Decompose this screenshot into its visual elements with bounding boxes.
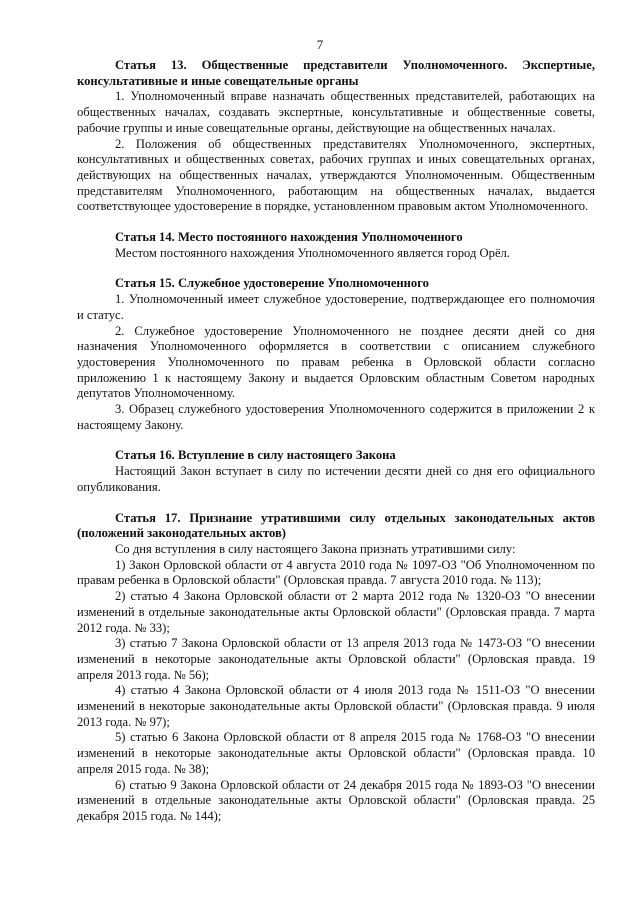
paragraph: 2) статью 4 Закона Орловской области от 2 марта 2012 года № 1320-ОЗ "О внесении изменений в отдельные законодательные акты Орловской области" (Орловская правда. 7 марта 2012 года. № 33); xyxy=(77,589,595,635)
article-heading: Статья 17. Признание утратившими силу отдельных законодательных актов (положений законодательных актов) xyxy=(77,510,595,541)
article-heading: Статья 13. Общественные представители Уполномоченного. Экспертные, консультативные и иные совещательные органы xyxy=(77,58,595,88)
article-heading: Статья 16. Вступление в силу настоящего Закона xyxy=(115,448,396,463)
paragraph: Местом постоянного нахождения Уполномоченного является город Орёл. xyxy=(115,245,510,260)
paragraph: 6) статью 9 Закона Орловской области от 24 декабря 2015 года № 1893-ОЗ "О внесении изменений в отдельные законодательные акты Орловской области" (Орловская правда. 25 декабря 2015 года. № 144); xyxy=(77,777,595,823)
document-body xyxy=(77,58,595,825)
paragraph: 1. Уполномоченный имеет служебное удостоверение, подтверждающее его полномочия и статус. xyxy=(77,292,595,322)
paragraph: 5) статью 6 Закона Орловской области от 8 апреля 2015 года № 1768-ОЗ "О внесении изменений в некоторые законодательные акты Орловской области" (Орловская правда. 10 апреля 2015 года. № 38); xyxy=(77,730,595,776)
paragraph: 3) статью 7 Закона Орловской области от 13 апреля 2013 года № 1473-ОЗ "О внесении изменений в некоторые законодательные акты Орловской области" (Орловская правда. 19 апреля 2013 года. № 56); xyxy=(77,636,595,682)
article-heading: Статья 15. Служебное удостоверение Уполномоченного xyxy=(115,276,429,291)
paragraph: 2. Служебное удостоверение Уполномоченного не позднее десяти дней со дня назначения Уполномоченного оформляется в соответствии с описанием служебного удостоверения Уполномоченного по правам ребенка в Орловской области согласно приложению 1 к настоящему Закону и выдается Орловским областным Советом народных депутатов Уполномоченному. xyxy=(77,323,595,401)
paragraph: Настоящий Закон вступает в силу по истечении десяти дней со дня его официального опубликования. xyxy=(77,464,595,494)
paragraph: 1. Уполномоченный вправе назначать общественных представителей, работающих на общественных началах, создавать экспертные, консультативные и общественные советы, рабочие группы и иные совещательные органы, действующие на общественных началах. xyxy=(77,89,595,135)
paragraph: 1) Закон Орловской области от 4 августа 2010 года № 1097-ОЗ "Об Уполномоченном по правам ребенка в Орловской области" (Орловская правда. 7 августа 2010 года. № 113); xyxy=(77,557,595,588)
paragraph: Со дня вступления в силу настоящего Закона признать утратившими силу: xyxy=(115,541,516,556)
page-number: 7 xyxy=(316,37,324,52)
paragraph: 4) статью 4 Закона Орловской области от 4 июля 2013 года № 1511-ОЗ "О внесении изменений в некоторые законодательные акты Орловской области" (Орловская правда. 9 июля 2013 года. № 97); xyxy=(77,683,595,729)
article-heading: Статья 14. Место постоянного нахождения Уполномоченного xyxy=(115,230,463,245)
paragraph: 3. Образец служебного удостоверения Уполномоченного содержится в приложении 2 к настоящему Закону. xyxy=(77,402,595,432)
paragraph: 2. Положения об общественных представителях Уполномоченного, экспертных, консультативных и общественных советах, рабочих группах и иных совещательных органах, действующих на общественных началах, утверждаются Уполномоченным. Общественным представителям Уполномоченного, работающим на общественных началах, выдается соответствующее удостоверение в порядке, установленном правовым актом Уполномоченного. xyxy=(77,136,595,214)
